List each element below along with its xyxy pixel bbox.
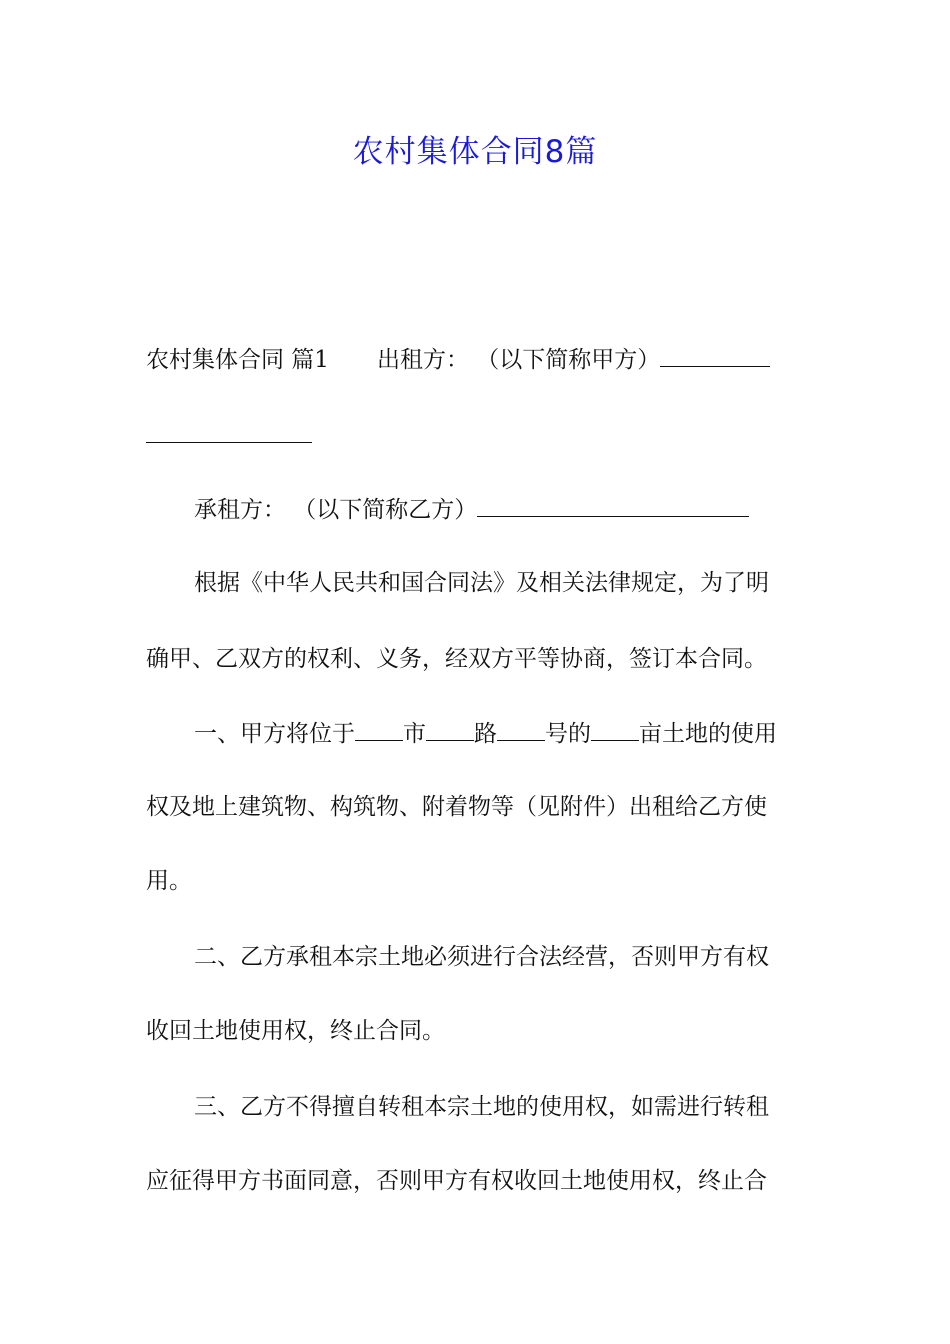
lessor-blank-continued bbox=[146, 418, 312, 443]
paragraph-line bbox=[146, 492, 854, 527]
paragraph-line: 应征得甲方书面同意，否则甲方有权收回土地使用权，终止合 bbox=[146, 1168, 767, 1194]
lessee-label: 承租方： （以下简称乙方） bbox=[194, 497, 478, 523]
paragraph-line: 用。 bbox=[146, 868, 192, 894]
lessor-blank bbox=[660, 342, 770, 367]
city-blank bbox=[355, 716, 403, 741]
paragraph-line bbox=[146, 342, 806, 377]
paragraph-line: 收回土地使用权，终止合同。 bbox=[146, 1018, 445, 1044]
clause-text: 一、甲方将位于 bbox=[194, 721, 355, 747]
area-blank bbox=[591, 716, 639, 741]
lessee-blank bbox=[477, 492, 749, 517]
clause-text: 亩土地的使用 bbox=[639, 721, 777, 747]
paragraph-line bbox=[146, 418, 806, 453]
lessor-label: 出租方： （以下简称甲方） bbox=[376, 347, 661, 373]
section-heading: 农村集体合同 篇1 bbox=[146, 347, 329, 373]
clause-text: 市 bbox=[403, 721, 426, 747]
road-blank bbox=[426, 716, 474, 741]
clause-text: 号的 bbox=[545, 721, 591, 747]
paragraph-line: 权及地上建筑物、构筑物、附着物等（见附件）出租给乙方使 bbox=[146, 794, 767, 820]
paragraph-line: 二、乙方承租本宗土地必须进行合法经营，否则甲方有权 bbox=[194, 944, 769, 970]
paragraph-line: 三、乙方不得擅自转租本宗土地的使用权，如需进行转租 bbox=[194, 1094, 769, 1120]
clause-text: 路 bbox=[474, 721, 497, 747]
number-blank bbox=[497, 716, 545, 741]
document-title: 农村集体合同8篇 bbox=[352, 134, 598, 170]
paragraph-line bbox=[146, 716, 854, 751]
paragraph-line: 根据《中华人民共和国合同法》及相关法律规定，为了明 bbox=[194, 570, 769, 596]
paragraph-line: 确甲、乙双方的权利、义务，经双方平等协商，签订本合同。 bbox=[146, 646, 767, 672]
